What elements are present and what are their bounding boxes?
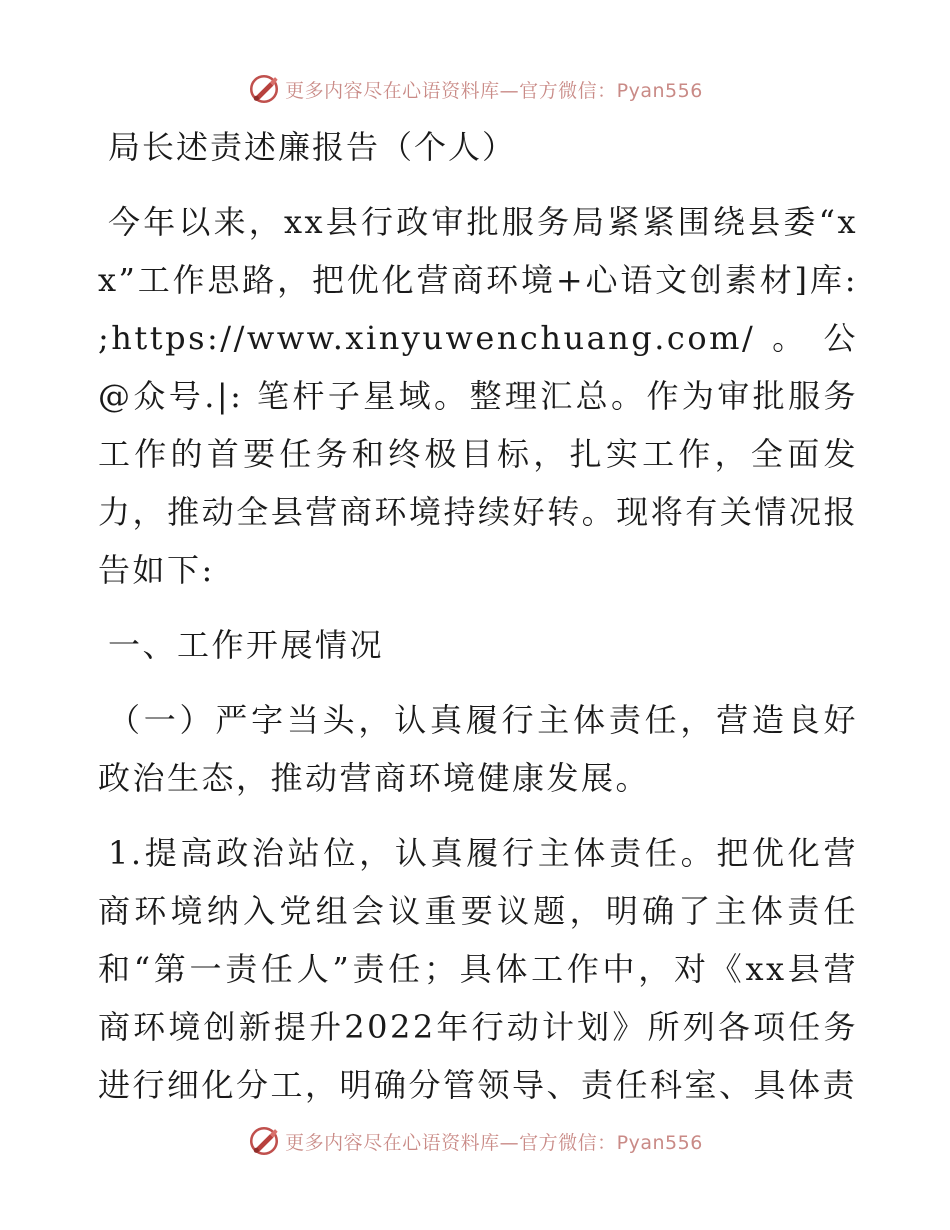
watermark-header bbox=[0, 72, 950, 106]
brush-pen-logo-icon bbox=[247, 72, 281, 106]
brush-pen-logo-icon bbox=[247, 1124, 281, 1158]
intro-paragraph: 今年以来，xx县行政审批服务局紧紧围绕县委“xx”工作思路，把优化营商环境+心语文创素材]库: ;https://www.xinyuwenchuang.com/。公@众号.|: 笔杆子星域。整理汇总。作为审批服务工作的首要任务和终极目标，扎实工作，全面发力，推动全县营商环境持续好转。现将有关情况报告如下: bbox=[98, 203, 858, 589]
watermark-text: 更多内容尽在心语资料库—官方微信：Pyan556 bbox=[285, 79, 703, 102]
subsection-heading: （一）严字当头，认真履行主体责任，营造良好政治生态，推动营商环境健康发展。 bbox=[98, 701, 858, 797]
body-paragraph: 1.提高政治站位，认真履行主体责任。把优化营商环境纳入党组会议重要议题，明确了主体责任和“第一责任人”责任；具体工作中，对《xx县营商环境创新提升2022年行动计划》所列各项任务进行细化分工，明确分管领导、责任科室、具体责 bbox=[98, 834, 858, 1104]
watermark-footer bbox=[0, 1124, 950, 1158]
document-title: 局长述责述廉报告（个人） bbox=[108, 128, 517, 166]
watermark-text: 更多内容尽在心语资料库—官方微信：Pyan556 bbox=[285, 1131, 703, 1154]
section-heading: 一、工作开展情况 bbox=[108, 626, 385, 664]
document-body bbox=[98, 118, 858, 1114]
